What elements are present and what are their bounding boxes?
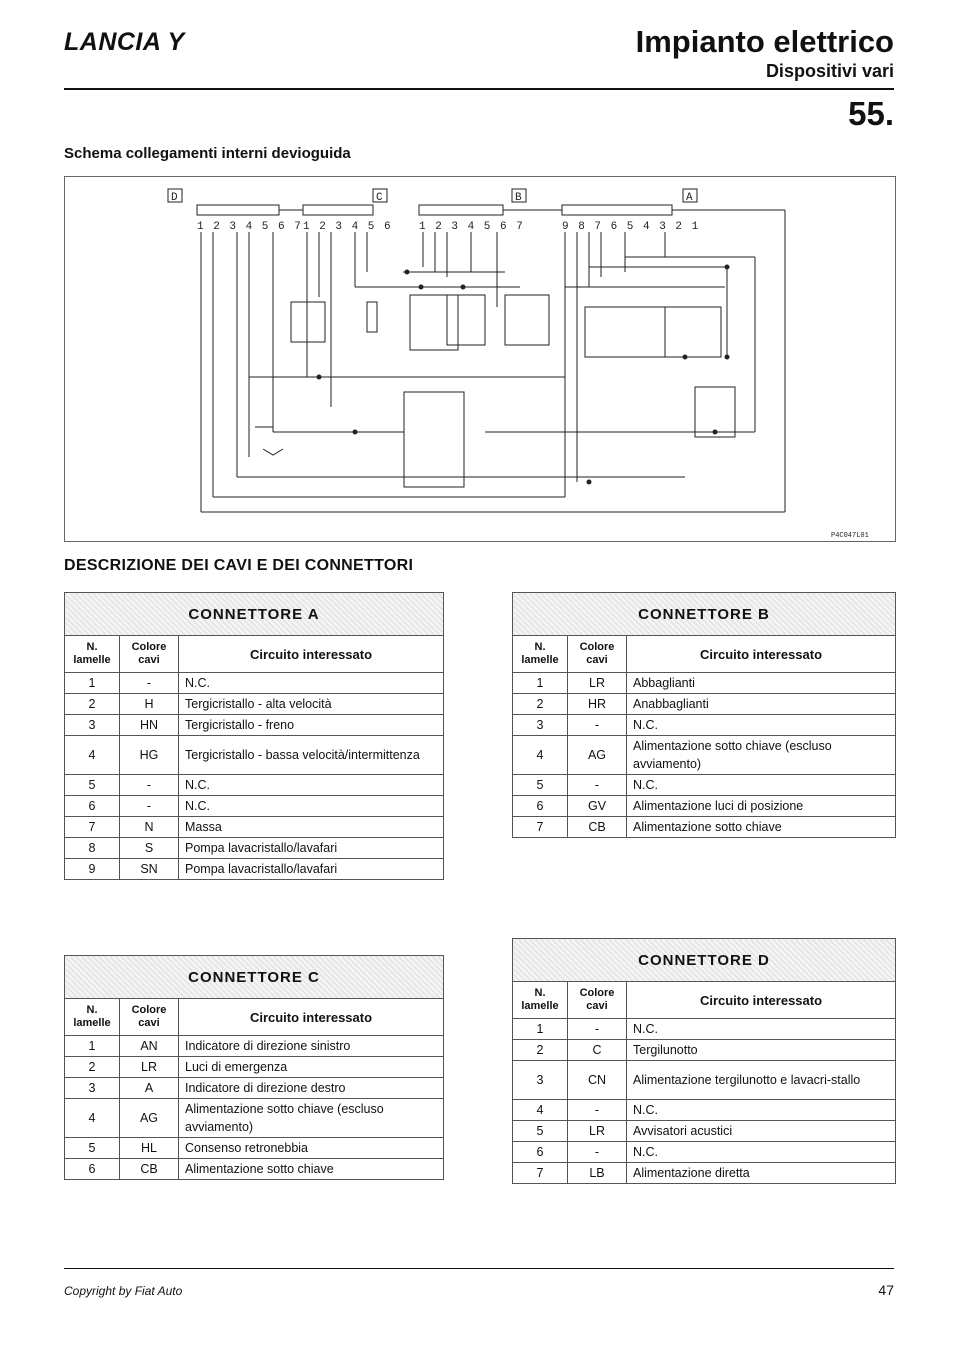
table-row	[513, 775, 896, 796]
cell-colore: N	[120, 817, 179, 838]
section-number: 55.	[848, 95, 894, 132]
table-row	[65, 694, 444, 715]
cell-circuito: N.C.	[627, 1142, 896, 1163]
table-row	[65, 1138, 444, 1159]
cell-n: 7	[65, 817, 120, 838]
table-row	[513, 673, 896, 694]
cell-circuito: Alimentazione luci di posizione	[627, 796, 896, 817]
table-row	[65, 859, 444, 880]
table-row	[65, 1099, 444, 1138]
cell-n: 1	[65, 673, 120, 694]
table-row	[513, 1019, 896, 1040]
cell-circuito: Indicatore di direzione destro	[179, 1078, 444, 1099]
cell-n: 2	[65, 1057, 120, 1078]
cell-circuito: Indicatore di direzione sinistro	[179, 1036, 444, 1057]
cell-n: 8	[65, 838, 120, 859]
col-head-circuito: Circuito interessato	[179, 999, 444, 1036]
col-head-colore: Colore cavi	[568, 636, 627, 673]
table-row	[513, 694, 896, 715]
cell-colore: -	[568, 1019, 627, 1040]
page-number: 47	[878, 1282, 894, 1298]
cell-circuito: N.C.	[627, 775, 896, 796]
cell-circuito: Consenso retronebbia	[179, 1138, 444, 1159]
table-row	[65, 673, 444, 694]
cell-n: 3	[65, 1078, 120, 1099]
cables-heading: DESCRIZIONE DEI CAVI E DEI CONNETTORI	[64, 557, 414, 574]
cell-n: 9	[65, 859, 120, 880]
diagram-code: P4C047L01	[831, 532, 869, 540]
table-row	[65, 838, 444, 859]
connector-label-d: D	[171, 192, 178, 204]
table-connettore-a	[64, 592, 444, 880]
cell-n: 2	[513, 1040, 568, 1061]
table-row	[513, 1040, 896, 1061]
wiring-diagram	[64, 176, 896, 542]
cell-circuito: Luci di emergenza	[179, 1057, 444, 1078]
table-row	[513, 1061, 896, 1100]
cell-circuito: Massa	[179, 817, 444, 838]
cell-n: 2	[65, 694, 120, 715]
cell-n: 7	[513, 817, 568, 838]
cell-n: 1	[513, 1019, 568, 1040]
cell-colore: LR	[568, 1121, 627, 1142]
cell-colore: HL	[120, 1138, 179, 1159]
col-head-colore: Colore cavi	[568, 982, 627, 1019]
table-row	[65, 796, 444, 817]
cell-circuito: Pompa lavacristallo/lavafari	[179, 838, 444, 859]
cell-n: 5	[513, 1121, 568, 1142]
cell-colore: LB	[568, 1163, 627, 1184]
pins-b: 1 2 3 4 5 6 7	[419, 221, 525, 233]
cell-n: 4	[65, 1099, 120, 1138]
cell-colore: -	[568, 1100, 627, 1121]
cell-colore: -	[120, 673, 179, 694]
cell-colore: -	[568, 1142, 627, 1163]
table-row	[513, 715, 896, 736]
table-title: CONNETTORE C	[65, 956, 444, 999]
cell-circuito: Pompa lavacristallo/lavafari	[179, 859, 444, 880]
cell-n: 5	[65, 775, 120, 796]
col-head-circuito: Circuito interessato	[179, 636, 444, 673]
cell-circuito: Abbaglianti	[627, 673, 896, 694]
cell-circuito: Tergicristallo - freno	[179, 715, 444, 736]
cell-colore: HR	[568, 694, 627, 715]
page-subtitle: Dispositivi vari	[765, 61, 894, 81]
cell-colore: GV	[568, 796, 627, 817]
header-rule	[64, 88, 894, 90]
pins-d: 1 2 3 4 5 6 7	[197, 221, 303, 233]
cell-colore: A	[120, 1078, 179, 1099]
col-head-circuito: Circuito interessato	[627, 636, 896, 673]
cell-circuito: Alimentazione sotto chiave (escluso avviamento)	[179, 1099, 444, 1138]
cell-circuito: Avvisatori acustici	[627, 1121, 896, 1142]
cell-n: 5	[513, 775, 568, 796]
cell-colore: AG	[568, 736, 627, 775]
copyright: Copyright by Fiat Auto	[64, 1284, 183, 1298]
cell-n: 6	[513, 796, 568, 817]
col-head-n: N. lamelle	[513, 636, 568, 673]
col-head-circuito: Circuito interessato	[627, 982, 896, 1019]
connector-label-a: A	[686, 192, 693, 204]
cell-circuito: N.C.	[627, 1019, 896, 1040]
cell-circuito: Alimentazione diretta	[627, 1163, 896, 1184]
table-row	[65, 1036, 444, 1057]
cell-colore: AG	[120, 1099, 179, 1138]
cell-colore: SN	[120, 859, 179, 880]
cell-n: 5	[65, 1138, 120, 1159]
table-connettore-b	[512, 592, 896, 838]
cell-colore: -	[120, 796, 179, 817]
cell-circuito: Alimentazione sotto chiave	[179, 1159, 444, 1180]
connector-label-c: C	[376, 192, 383, 204]
cell-circuito: N.C.	[179, 673, 444, 694]
cell-circuito: N.C.	[627, 1100, 896, 1121]
cell-colore: HG	[120, 736, 179, 775]
cell-colore: HN	[120, 715, 179, 736]
table-title: CONNETTORE D	[513, 939, 896, 982]
cell-n: 7	[513, 1163, 568, 1184]
connector-label-b: B	[515, 192, 522, 204]
table-row	[513, 1100, 896, 1121]
table-row	[65, 817, 444, 838]
cell-circuito: Tergicristallo - alta velocità	[179, 694, 444, 715]
cell-colore: -	[568, 775, 627, 796]
cell-colore: CB	[120, 1159, 179, 1180]
cell-colore: -	[120, 775, 179, 796]
cell-circuito: Anabbaglianti	[627, 694, 896, 715]
table-row	[513, 796, 896, 817]
cell-circuito: Alimentazione sotto chiave	[627, 817, 896, 838]
pins-c: 1 2 3 4 5 6	[303, 221, 393, 233]
table-row	[513, 736, 896, 775]
cell-colore: LR	[568, 673, 627, 694]
cell-circuito: Alimentazione tergilunotto e lavacri-stallo	[627, 1061, 896, 1100]
col-head-colore: Colore cavi	[120, 636, 179, 673]
cell-n: 3	[513, 715, 568, 736]
cell-circuito: N.C.	[627, 715, 896, 736]
cell-n: 1	[513, 673, 568, 694]
cell-colore: LR	[120, 1057, 179, 1078]
col-head-colore: Colore cavi	[120, 999, 179, 1036]
brand: LANCIA Y	[64, 28, 185, 56]
table-row	[65, 1078, 444, 1099]
cell-n: 6	[65, 1159, 120, 1180]
cell-n: 6	[65, 796, 120, 817]
table-row	[513, 1121, 896, 1142]
table-row	[513, 1142, 896, 1163]
table-row	[65, 1057, 444, 1078]
col-head-n: N. lamelle	[513, 982, 568, 1019]
pins-a: 9 8 7 6 5 4 3 2 1	[562, 221, 700, 233]
col-head-n: N. lamelle	[65, 636, 120, 673]
cell-colore: CN	[568, 1061, 627, 1100]
cell-colore: -	[568, 715, 627, 736]
table-row	[65, 736, 444, 775]
table-title: CONNETTORE A	[65, 593, 444, 636]
cell-n: 3	[513, 1061, 568, 1100]
table-row	[65, 775, 444, 796]
table-title: CONNETTORE B	[513, 593, 896, 636]
cell-n: 6	[513, 1142, 568, 1163]
table-connettore-d	[512, 938, 896, 1184]
table-connettore-c	[64, 955, 444, 1180]
cell-circuito: Tergilunotto	[627, 1040, 896, 1061]
cell-circuito: N.C.	[179, 796, 444, 817]
cell-circuito: N.C.	[179, 775, 444, 796]
cell-n: 4	[513, 1100, 568, 1121]
cell-colore: C	[568, 1040, 627, 1061]
cell-colore: H	[120, 694, 179, 715]
cell-n: 3	[65, 715, 120, 736]
page-title: Impianto elettrico	[635, 24, 894, 59]
col-head-n: N. lamelle	[65, 999, 120, 1036]
cell-n: 4	[65, 736, 120, 775]
table-row	[65, 715, 444, 736]
cell-circuito: Alimentazione sotto chiave (escluso avviamento)	[627, 736, 896, 775]
diagram-heading: Schema collegamenti interni devioguida	[64, 145, 351, 162]
cell-n: 4	[513, 736, 568, 775]
cell-colore: AN	[120, 1036, 179, 1057]
table-row	[513, 1163, 896, 1184]
cell-circuito: Tergicristallo - bassa velocità/intermittenza	[179, 736, 444, 775]
cell-colore: S	[120, 838, 179, 859]
cell-colore: CB	[568, 817, 627, 838]
cell-n: 1	[65, 1036, 120, 1057]
table-row	[65, 1159, 444, 1180]
table-row	[513, 817, 896, 838]
footer-rule	[64, 1268, 894, 1269]
cell-n: 2	[513, 694, 568, 715]
